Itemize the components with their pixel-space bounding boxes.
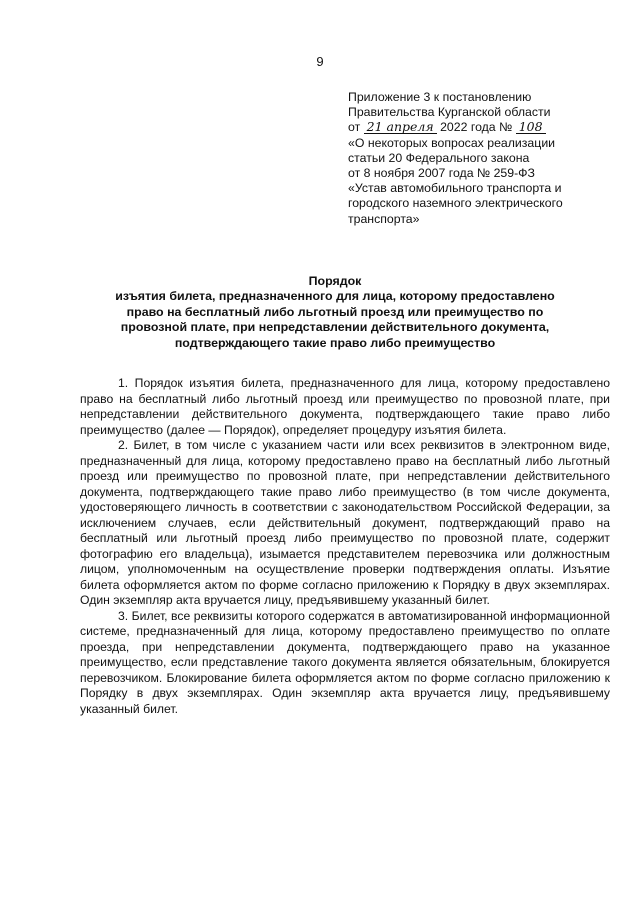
appendix-line: транспорта» (348, 211, 420, 226)
appendix-line: «О некоторых вопросах реализации (348, 135, 556, 150)
title-line: подтверждающего такие право либо преимущество (174, 335, 496, 350)
title-line: провозной плате, при непредставлении действительного документа, (120, 320, 550, 335)
appendix-line: Правительства Курганской области (348, 105, 551, 120)
document-title (60, 274, 610, 351)
title-line: право на бесплатный либо льготный проезд или преимущество по (126, 304, 544, 319)
handwritten-number: 108 (516, 121, 546, 134)
handwritten-date: 21 апреля (364, 121, 437, 134)
title-line: Порядок (308, 274, 362, 288)
appendix-line: статьи 20 Федерального закона (348, 150, 530, 165)
appendix-line: городского наземного электрического (348, 196, 563, 211)
appendix-line: «Устав автомобильного транспорта и (348, 181, 562, 196)
appendix-line: от 8 ноября 2007 года № 259-ФЗ (348, 166, 535, 181)
appendix-line: Приложение 3 к постановлению (348, 90, 532, 104)
paragraph-1: 1. Порядок изъятия билета, предназначенного для лица, которому предоставлено право на бесплатный либо льготный проезд или преимущество по провозной плате, при непредставлении действительного документа, подтверждающего такие право либо преимущество (далее — Порядок), определяет процедуру изъятия билета. (80, 376, 610, 437)
date-mid: 2022 года № (440, 120, 513, 135)
paragraph-2: 2. Билет, в том числе с указанием части или всех реквизитов в электронном виде, предназначенный для лица, которому предоставлено право на бесплатный либо льготный проезд или преимущество по провозной плате, при непредставлении действительного документа, подтверждающего такие право либо преимущество (в том числе документа, удостоверяющего личность в соответствии с законодательством Российской Федерации, за исключением случаев, если действительный документ, подтверждающий право на бесплатный или льготный проезд либо преимущество по провозной плате, содержит фотографию его владельца), изымается представителем перевозчика или должностным лицом, уполномоченным на осуществление проверки подтверждения оплаты. Изъятие билета оформляется актом по форме согласно приложению к Порядку в двух экземплярах. Один экземпляр акта вручается лицу, предъявившему указанный билет. (80, 438, 610, 607)
appendix-date-line (348, 120, 608, 135)
date-prefix: от (348, 120, 361, 135)
document-body (80, 376, 610, 717)
appendix-header (348, 90, 608, 227)
page-number: 9 (316, 54, 324, 69)
paragraph-3: 3. Билет, все реквизиты которого содержатся в автоматизированной информационной системе, предназначенный для лица, которому предоставлено преимущество по оплате проезда, при непредставлении документа, подтверждающего право на указанное преимущество, если представление такого документа является обязательным, блокируется перевозчиком. Блокирование билета оформляется актом по форме согласно приложению к Порядку в двух экземплярах. Один экземпляр акта вручается лицу, предъявившему указанный билет. (80, 608, 610, 716)
title-line: изъятия билета, предназначенного для лица, которому предоставлено (115, 289, 555, 304)
